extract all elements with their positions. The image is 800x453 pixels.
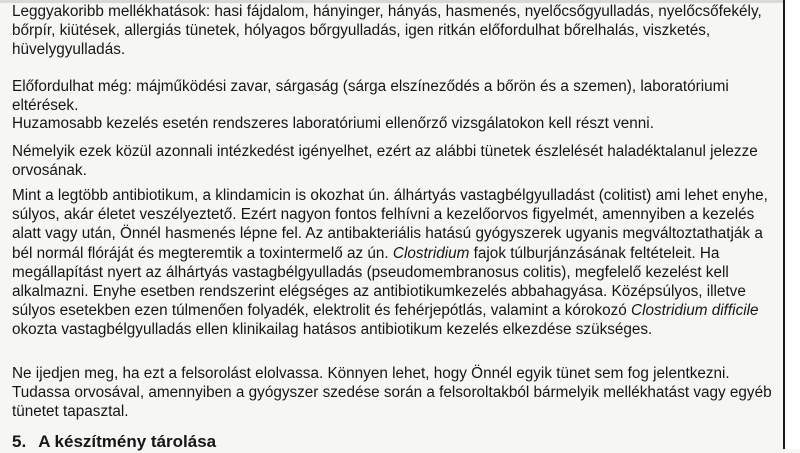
colitis-text-1: Mint a legtöbb antibiotikum, a klindamicin is okozhat ún. álhártyás vastagbélgyulladást (colitist) ami lehet enyhe, súlyos, akár életet veszélyeztető. Ezért nagyon fontos felhívni a kezelőorvos figyelmét, amennyiben a kezelés alatt vagy után, Önnél hasmenés lépne fel. Az antibakteriális hatású gyógyszerek ugyanis megváltoztathatják a bél normál flóráját és megteremtik a toxintermelő az ún.	[12, 187, 768, 262]
paragraph-closing-note: Ne ijedjen meg, ha ezt a felsorolást elolvassa. Könnyen lehet, hogy Önnél egyik tünet sem fog jelentkezni. Tudassa orvosával, amennyiben a gyógyszer szedése során a felsoroltakból bármelyik mellékhatást vagy egyéb tünetet tapasztal.	[12, 365, 772, 421]
section-5-heading	[12, 431, 228, 453]
section-title: A készítmény tárolása	[38, 432, 217, 451]
clostridium-difficile-term: Clostridium difficile	[631, 302, 759, 320]
paragraph-other-side-effects: Előfordulhat még: májműködési zavar, sárgaság (sárga elszíneződés a bőrön és a szemen), laboratóriumi eltérések.	[12, 78, 729, 115]
scanner-margin	[785, 0, 800, 449]
colitis-text-3: okozta vastagbélgyulladás ellen klinikailag hatásos antibiotikum kezelés elkezdése szükséges.	[12, 321, 653, 339]
paragraph-colitis-warning	[12, 186, 780, 340]
paragraph-urgent-notice: Némelyik ezek közül azonnali intézkedést igényelhet, ezért az alábbi tünetek észlelését haladéktalanul jelezze orvosának.	[12, 143, 758, 180]
paragraph-lab-monitoring: Huzamosabb kezelés esetén rendszeres laboratóriumi ellenőrző vizsgálatokon kell részt venni.	[12, 115, 654, 132]
colitis-text-2: fajok túlburjánzásának feltételeit. Ha megállapítást nyert az álhártyás vastagbélgyulladás (pseudomembranosus colitis), megfelelő kezelést kell alkalmazni. Enyhe esetben rendszerint elégséges az antibiotikumkezelés abbahagyása. Középsúlyos, illetve súlyos esetekben ezen túlmenően folyadék, elektrolit és fehérjepótlás, valamint a kórokozó	[12, 244, 746, 320]
section-number: 5.	[12, 432, 27, 451]
paragraph-common-side-effects: Leggyakoribb mellékhatások: hasi fájdalom, hányinger, hányás, hasmenés, nyelőcsőgyulladás, nyelőcsőfekély, bőrpír, kiütések, allergiás tünetek, hólyagos bőrgyulladás, igen ritkán előfordulhat bőrelhalás, viszketés, hüvelygyulladás.	[12, 3, 762, 59]
clostridium-term: Clostridium	[392, 244, 470, 262]
